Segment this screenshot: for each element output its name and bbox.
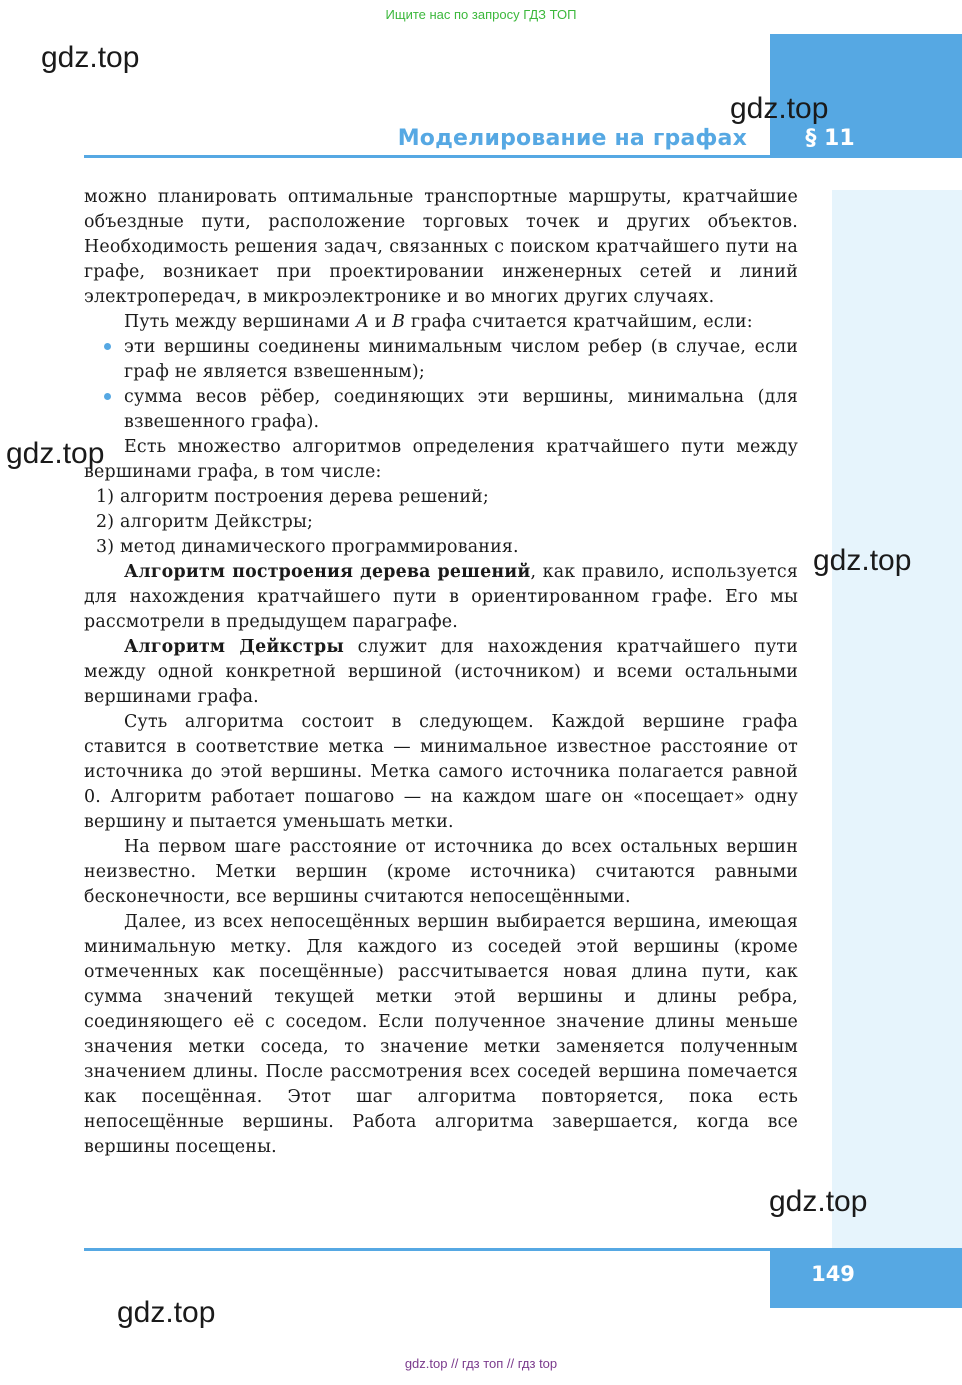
text-run: Путь между вершинами <box>124 312 357 332</box>
term: Алгоритм построения дерева решений <box>124 562 531 582</box>
bullet-text: эти вершины соединены минимальным числом ребер (в случае, если граф не является взвешенным); <box>124 337 798 382</box>
footer-rule <box>84 1248 770 1251</box>
watermark: gdz.top <box>769 1185 868 1218</box>
paragraph <box>84 310 798 335</box>
text-run: служит для нахождения кратчайшего пути между одной конкретной вершиной (источником) и всеми остальными вершинами графа. <box>84 637 798 707</box>
vertex-b: B <box>392 312 406 332</box>
watermark: gdz.top <box>6 437 105 470</box>
text-run: графа считается кратчайшим, если: <box>405 312 753 332</box>
paragraph: Есть множество алгоритмов определения кратчайшего пути между вершинами графа, в том числе: <box>84 437 798 482</box>
paragraph: Далее, из всех непосещённых вершин выбирается вершина, имеющая минимальную метку. Для каждого из соседей этой вершины (кроме отмеченных как посещённые) рассчитывается новая длина пути, как сумма значений текущей метки этой вершины и длины ребра, соединяющего её с соседом. Если полученное значение длины меньше значения метки соседа, то значение метки заменяется полученным значением длины. После рассмотрения всех соседей вершина помечается как посещённая. Этот шаг алгоритма повторяется, пока есть непосещённые вершины. Работа алгоритма завершается, когда все вершины посещены. <box>84 912 798 1157</box>
bottom-banner: gdz.top // гдз топ // гдз top <box>404 1356 558 1371</box>
watermark: gdz.top <box>730 92 829 125</box>
bullet-dot-icon <box>104 393 111 400</box>
top-banner: Ищите нас по запросу ГДЗ ТОП <box>385 7 577 22</box>
header-rule <box>84 155 770 158</box>
vertex-a: A <box>356 312 369 332</box>
list-item: 2) алгоритм Дейкстры; <box>96 512 314 532</box>
side-strip <box>832 190 962 1250</box>
watermark: gdz.top <box>117 1296 216 1329</box>
bullet-item <box>84 385 798 435</box>
chapter-title: Моделирование на графах <box>397 126 747 151</box>
paragraph: можно планировать оптимальные транспортные маршруты, кратчайшие объездные пути, расположение торговых точек и других объектов. Необходимость решения задач, связанных с поиском кратчайшего пути на графе, возникает при проектировании инженерных сетей и линий электропередач, в микроэлектронике и во многих других случаях. <box>84 187 798 307</box>
paragraph <box>84 560 798 635</box>
bullet-dot-icon <box>104 343 111 350</box>
list-item: 3) метод динамического программирования. <box>96 537 519 557</box>
term: Алгоритм Дейкстры <box>124 637 344 657</box>
bullet-text: сумма весов рёбер, соединяющих эти вершины, минимальна (для взвешенного графа). <box>124 387 798 432</box>
list-item: 1) алгоритм построения дерева решений; <box>96 487 489 507</box>
page-body <box>84 185 798 1160</box>
text-run: , как правило, используется для нахождения кратчайшего пути в ориентированном графе. Его мы рассмотрели в предыдущем параграфе. <box>84 562 798 632</box>
section-number: § 11 <box>805 126 855 151</box>
paragraph <box>84 635 798 710</box>
text-run: и <box>368 312 393 332</box>
paragraph: Суть алгоритма состоит в следующем. Каждой вершине графа ставится в соответствие метка — минимальное известное расстояние от источника до этой вершины. Метка самого источника полагается равной 0. Алгоритм работает пошагово — на каждом шаге он «посещает» одну вершину и пытается уменьшать метки. <box>84 712 798 832</box>
page-number: 149 <box>811 1262 855 1286</box>
watermark: gdz.top <box>813 544 912 577</box>
bullet-item <box>84 335 798 385</box>
watermark: gdz.top <box>41 41 140 74</box>
paragraph: На первом шаге расстояние от источника до всех остальных вершин неизвестно. Метки вершин (кроме источника) считаются равными бесконечности, все вершины считаются непосещёнными. <box>84 837 798 907</box>
